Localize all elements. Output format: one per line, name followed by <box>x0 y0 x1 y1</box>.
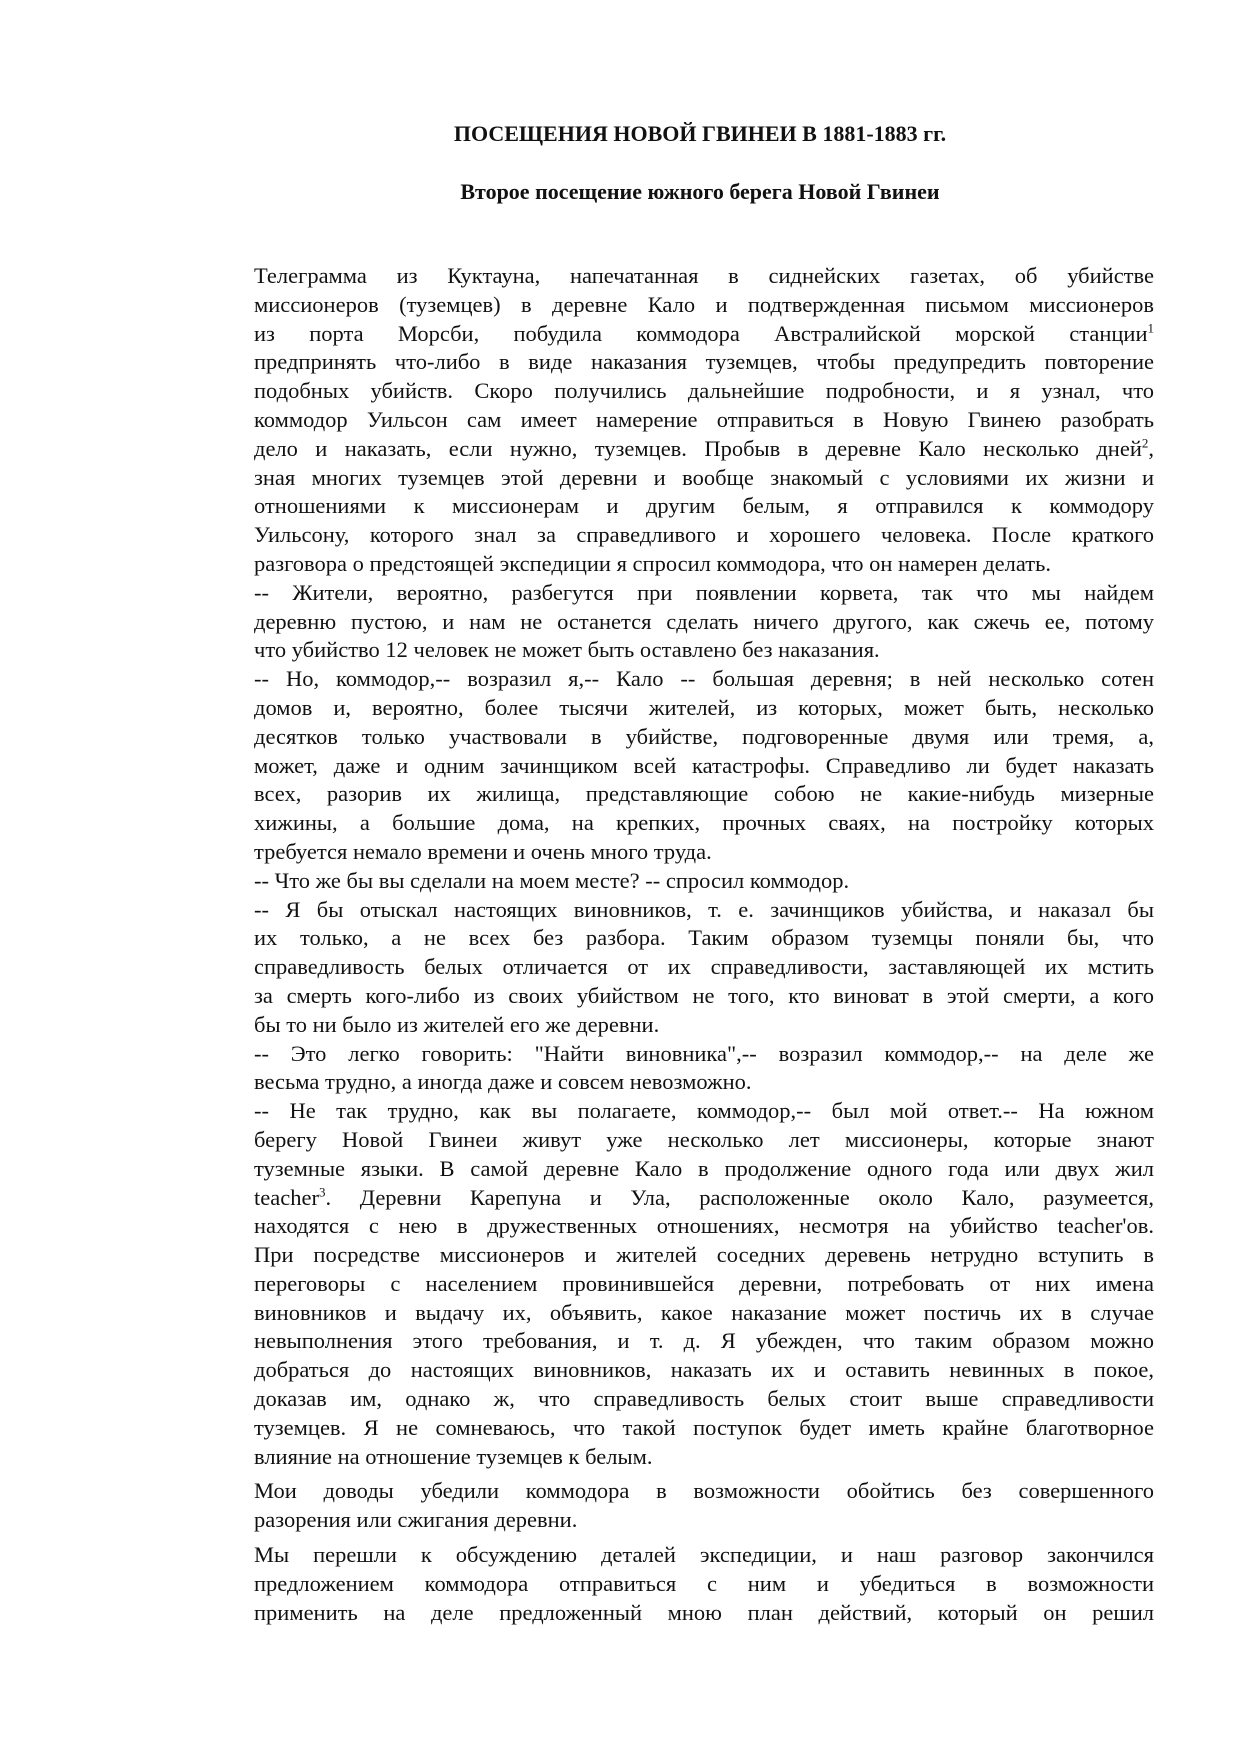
paragraph <box>254 665 1154 867</box>
line-text: невыполнения этого требования, и т. д. Я убежден, что таким образом можно <box>254 1328 1154 1354</box>
line-text: туземные языки. В самой деревне Кало в продолжение одного года или двух жил <box>254 1155 1154 1181</box>
text-line <box>254 435 1154 464</box>
line-text: влияние на отношение туземцев к белым. <box>254 1443 653 1469</box>
line-text: разговора о предстоящей экспедиции я спросил коммодора, что он намерен делать. <box>254 550 1051 576</box>
text-line <box>254 464 1154 493</box>
line-text: миссионеров (туземцев) в деревне Кало и подтвержденная письмом миссионеров <box>254 291 1154 317</box>
text-line <box>254 694 1154 723</box>
line-text: -- Я бы отыскал настоящих виновников, т. е. зачинщиков убийства, и наказал бы <box>254 896 1154 922</box>
text-line <box>254 752 1154 781</box>
paragraph <box>254 1040 1154 1098</box>
text-line <box>254 780 1154 809</box>
line-text: -- Не так трудно, как вы полагаете, коммодор,-- был мой ответ.-- На южном <box>254 1098 1154 1124</box>
footnote-marker: 2 <box>1141 435 1149 451</box>
line-text: десятков только участвовали в убийстве, подговоренные двумя или тремя, а, <box>254 723 1154 749</box>
line-text: зная многих туземцев этой деревни и вообще знакомый с условиями их жизни и <box>254 464 1154 490</box>
text-line <box>254 896 1154 925</box>
line-text: -- Это легко говорить: "Найти виновника",-- возразил коммодор,-- на деле же <box>254 1040 1154 1066</box>
line-text: коммодор Уильсон сам имеет намерение отправиться в Новую Гвинею разобрать <box>254 406 1154 432</box>
text-line <box>254 809 1154 838</box>
text-line <box>254 1011 1154 1040</box>
text-line <box>254 1068 1154 1097</box>
text-line <box>254 550 1154 579</box>
line-text-continued: , <box>1148 435 1154 461</box>
line-text: переговоры с населением провинившейся деревни, потребовать от них имена <box>254 1270 1154 1296</box>
line-text: дело и наказать, если нужно, туземцев. Пробыв в деревне Кало несколько дней <box>254 435 1142 461</box>
text-line <box>254 1097 1154 1126</box>
text-line <box>254 291 1154 320</box>
footnote-marker: 1 <box>1147 320 1154 336</box>
line-text: предложением коммодора отправиться с ним и убедиться в возможности <box>254 1570 1154 1596</box>
footnote-marker: 3 <box>318 1184 326 1199</box>
line-text: доказав им, однако ж, что справедливость белых стоит выше справедливости <box>254 1386 1154 1412</box>
text-line <box>254 1270 1154 1299</box>
text-line <box>254 723 1154 752</box>
line-text: справедливость белых отличается от их справедливости, заставляющей их мстить <box>254 954 1154 980</box>
line-text: отношениями к миссионерам и другим белым, я отправился к коммодору <box>254 493 1154 519</box>
text-line <box>254 1126 1154 1155</box>
text-line <box>254 1299 1154 1328</box>
paragraph <box>254 1541 1154 1627</box>
text-line <box>254 348 1154 377</box>
line-text: берегу Новой Гвинеи живут уже несколько лет миссионеры, которые знают <box>254 1126 1154 1152</box>
text-line <box>254 838 1154 867</box>
paragraph <box>254 262 1154 579</box>
line-text: добраться до настоящих виновников, наказать их и оставить невинных в покое, <box>254 1357 1154 1383</box>
line-text: Мои доводы убедили коммодора в возможности обойтись без совершенного <box>254 1478 1154 1504</box>
text-line <box>254 1356 1154 1385</box>
text-line <box>254 521 1154 550</box>
line-text: что убийство 12 человек не может быть оставлено без наказания. <box>254 637 880 663</box>
line-text: туземцев. Я не сомневаюсь, что такой поступок будет иметь крайне благотворное <box>254 1414 1154 1440</box>
line-text: подобных убийств. Скоро получились дальнейшие подробности, и я узнал, что <box>254 378 1154 404</box>
line-text-continued: . Деревни Карепуна и Ула, расположенные около Кало, разумеется, <box>325 1184 1154 1210</box>
text-line <box>254 1599 1154 1628</box>
line-text: деревню пустою, и нам не останется сделать ничего другого, как сжечь ее, потому <box>254 608 1154 634</box>
text-line <box>254 924 1154 953</box>
text-line <box>254 1155 1154 1184</box>
paragraph <box>254 1477 1154 1535</box>
text-line <box>254 982 1154 1011</box>
text-line <box>254 636 1154 665</box>
text-line <box>254 1541 1154 1570</box>
line-text: применить на деле предложенный мною план действий, который он решил <box>254 1599 1154 1625</box>
text-line <box>254 1570 1154 1599</box>
text-line <box>254 1477 1154 1506</box>
paragraph <box>254 867 1154 896</box>
line-text: хижины, а большие дома, на крепких, прочных сваях, на постройку которых <box>254 810 1154 836</box>
line-text: При посредстве миссионеров и жителей соседних деревень нетрудно вступить в <box>254 1242 1154 1268</box>
text-line <box>254 1241 1154 1270</box>
line-text: -- Жители, вероятно, разбегутся при появлении корвета, так что мы найдем <box>254 579 1154 605</box>
line-text: Уильсону, которого знал за справедливого и хорошего человека. После краткого <box>254 522 1154 548</box>
text-line <box>254 1212 1154 1241</box>
line-text: требуется немало времени и очень много труда. <box>254 838 712 864</box>
document-subtitle: Второе посещение южного берега Новой Гвинеи <box>460 179 940 204</box>
document-body <box>254 262 1154 1627</box>
text-line <box>254 867 1154 896</box>
text-line <box>254 1184 1154 1213</box>
line-text: домов и, вероятно, более тысячи жителей, из которых, может быть, несколько <box>254 694 1154 720</box>
line-text: их только, а не всех без разбора. Таким образом туземцы поняли бы, что <box>254 925 1154 951</box>
text-line <box>254 953 1154 982</box>
text-line <box>254 320 1154 349</box>
line-text: находятся с нею в дружественных отношениях, несмотря на убийство teacher'ов. <box>254 1213 1154 1239</box>
text-line <box>254 665 1154 694</box>
text-line <box>254 377 1154 406</box>
paragraph <box>254 1097 1154 1471</box>
line-text: teacher <box>254 1184 319 1210</box>
line-text: Телеграмма из Куктауна, напечатанная в сиднейских газетах, об убийстве <box>254 263 1154 288</box>
text-line <box>254 492 1154 521</box>
line-text: виновников и выдачу их, объявить, какое наказание может постичь их в случае <box>254 1299 1154 1325</box>
line-text: всех, разорив их жилища, представляющие собою не какие-нибудь мизерные <box>254 781 1154 807</box>
text-line <box>254 406 1154 435</box>
line-text: может, даже и одним зачинщиком всей катастрофы. Справедливо ли будет наказать <box>254 752 1154 778</box>
paragraph <box>254 579 1154 665</box>
line-text: за смерть кого-либо из своих убийством не того, кто виноват в этой смерти, а кого <box>254 982 1154 1008</box>
line-text: разорения или сжигания деревни. <box>254 1507 578 1533</box>
text-line <box>254 262 1154 291</box>
line-text: предпринять что-либо в виде наказания туземцев, чтобы предупредить повторение <box>254 349 1154 375</box>
line-text: бы то ни было из жителей его же деревни. <box>254 1011 660 1037</box>
line-text: из порта Морсби, побудила коммодора Австралийской морской станции <box>254 320 1148 346</box>
document-title: ПОСЕЩЕНИЯ НОВОЙ ГВИНЕИ В 1881-1883 гг. <box>453 121 947 146</box>
line-text: весьма трудно, а иногда даже и совсем невозможно. <box>254 1069 752 1095</box>
paragraph <box>254 896 1154 1040</box>
text-line <box>254 1414 1154 1443</box>
line-text: -- Но, коммодор,-- возразил я,-- Кало -- большая деревня; в ней несколько сотен <box>254 666 1154 692</box>
text-line <box>254 1327 1154 1356</box>
line-text: -- Что же бы вы сделали на моем месте? -- спросил коммодор. <box>254 867 850 893</box>
text-line <box>254 579 1154 608</box>
text-line <box>254 1506 1154 1535</box>
text-line <box>254 1040 1154 1069</box>
text-line <box>254 1443 1154 1472</box>
text-line <box>254 608 1154 637</box>
text-line <box>254 1385 1154 1414</box>
line-text: Мы перешли к обсуждению деталей экспедиции, и наш разговор закончился <box>254 1542 1154 1568</box>
